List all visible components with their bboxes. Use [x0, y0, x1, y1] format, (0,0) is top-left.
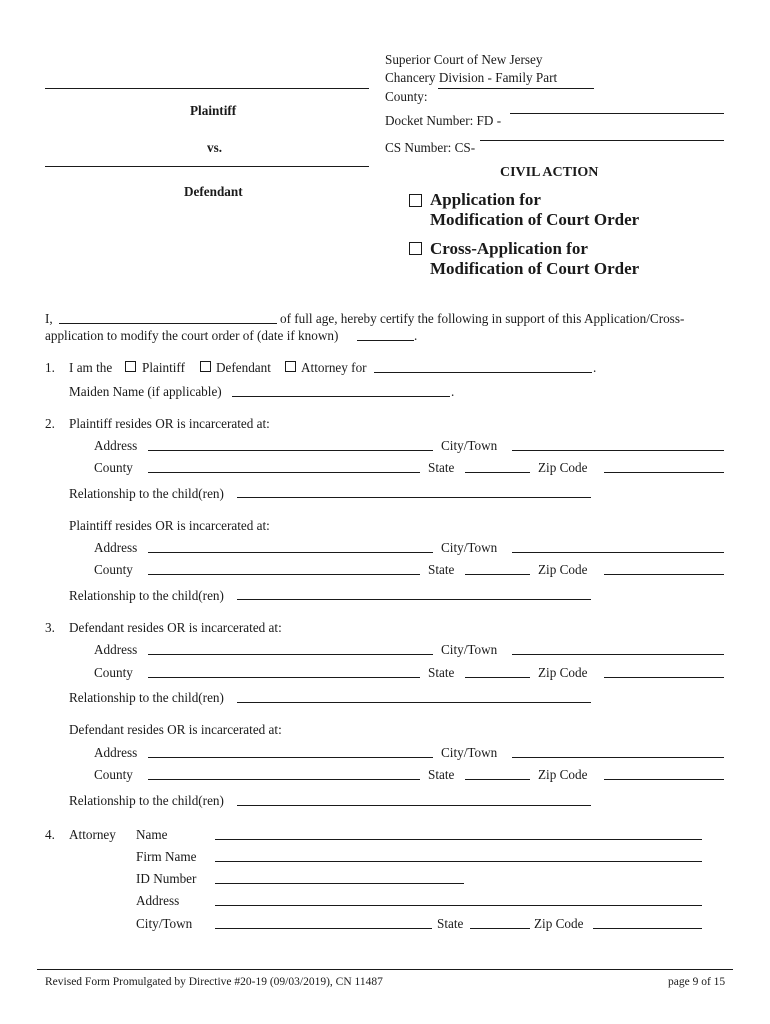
- item-3-number: 3.: [45, 620, 55, 635]
- court-division: Chancery Division - Family Part: [385, 70, 558, 85]
- relationship-label: Relationship to the child(ren): [69, 588, 224, 603]
- state-label: State: [428, 562, 455, 577]
- attorney-zip-field[interactable]: [593, 928, 702, 929]
- footer-revision-note: Revised Form Promulgated by Directive #20-19 (09/03/2019), CN 11487: [45, 976, 383, 988]
- plaintiff-residence-heading-b: Plaintiff resides OR is incarcerated at:: [69, 518, 270, 533]
- application-title-line2: Modification of Court Order: [430, 210, 640, 229]
- address-label: Address: [94, 438, 138, 453]
- defendant-county-b-field[interactable]: [148, 779, 420, 780]
- attorney-name-field[interactable]: [215, 839, 702, 840]
- attorney-state-field[interactable]: [470, 928, 530, 929]
- docket-label: Docket Number: FD -: [385, 113, 502, 128]
- city-label: City/Town: [441, 745, 498, 760]
- county-label: County: [94, 665, 133, 680]
- defendant-address-a-field[interactable]: [148, 654, 433, 655]
- defendant-caption-label: Defendant: [184, 184, 243, 199]
- state-label: State: [428, 460, 455, 475]
- defendant-state-a-field[interactable]: [465, 677, 530, 678]
- firm-name-field[interactable]: [215, 861, 702, 862]
- application-title-line1: Application for: [430, 190, 541, 209]
- attorney-city-field[interactable]: [215, 928, 432, 929]
- attorney-id-field[interactable]: [215, 883, 464, 884]
- address-label: Address: [94, 745, 138, 760]
- county-label: County: [94, 562, 133, 577]
- attorney-name-label: Name: [136, 827, 168, 842]
- defendant-address-b-field[interactable]: [148, 757, 433, 758]
- order-date-field[interactable]: [357, 340, 414, 341]
- item-4-number: 4.: [45, 827, 55, 842]
- defendant-name-field[interactable]: [45, 166, 369, 167]
- application-checkbox[interactable]: [409, 194, 422, 207]
- defendant-relationship-b-field[interactable]: [237, 805, 591, 806]
- defendant-zip-a-field[interactable]: [604, 677, 724, 678]
- county-label: County: [94, 767, 133, 782]
- cs-number-field[interactable]: [480, 140, 724, 141]
- relationship-label: Relationship to the child(ren): [69, 486, 224, 501]
- attorney-zip-label: Zip Code: [534, 916, 584, 931]
- address-label: Address: [94, 642, 138, 657]
- city-label: City/Town: [441, 642, 498, 657]
- cross-application-title-line1: Cross-Application for: [430, 239, 588, 258]
- certification-i: I,: [45, 311, 53, 326]
- plaintiff-relationship-b-field[interactable]: [237, 599, 591, 600]
- item-1-number: 1.: [45, 360, 55, 375]
- defendant-residence-heading-a: Defendant resides OR is incarcerated at:: [69, 620, 282, 635]
- state-label: State: [428, 767, 455, 782]
- certification-text-1: of full age, hereby certify the following in support of this Application/Cross-: [280, 311, 685, 326]
- city-label: City/Town: [441, 438, 498, 453]
- defendant-relationship-a-field[interactable]: [237, 702, 591, 703]
- attorney-label: Attorney: [69, 827, 116, 842]
- attorney-city-label: City/Town: [136, 916, 193, 931]
- plaintiff-name-field[interactable]: [45, 88, 369, 89]
- i-am-the-label: I am the: [69, 360, 113, 375]
- plaintiff-zip-b-field[interactable]: [604, 574, 724, 575]
- item-1-period: .: [593, 360, 597, 375]
- zip-label: Zip Code: [538, 562, 588, 577]
- city-label: City/Town: [441, 540, 498, 555]
- zip-label: Zip Code: [538, 665, 588, 680]
- state-label: State: [428, 665, 455, 680]
- attorney-for-field[interactable]: [374, 372, 592, 373]
- defendant-zip-b-field[interactable]: [604, 779, 724, 780]
- attorney-for-label: Attorney for: [301, 360, 367, 375]
- county-field[interactable]: [438, 88, 594, 89]
- docket-number-field[interactable]: [510, 113, 724, 114]
- plaintiff-role-checkbox[interactable]: [125, 361, 136, 372]
- relationship-label: Relationship to the child(ren): [69, 793, 224, 808]
- id-number-label: ID Number: [136, 871, 197, 886]
- maiden-name-period: .: [451, 384, 455, 399]
- footer-divider: [37, 969, 733, 970]
- defendant-county-a-field[interactable]: [148, 677, 420, 678]
- item-2-number: 2.: [45, 416, 55, 431]
- maiden-name-field[interactable]: [232, 396, 450, 397]
- defendant-city-b-field[interactable]: [512, 757, 724, 758]
- plaintiff-role-label: Plaintiff: [142, 360, 185, 375]
- cross-application-title-line2: Modification of Court Order: [430, 259, 640, 278]
- plaintiff-state-b-field[interactable]: [465, 574, 530, 575]
- county-label: County: [94, 460, 133, 475]
- certification-text-2: application to modify the court order of (date if known): [45, 328, 339, 343]
- cs-label: CS Number: CS-: [385, 140, 476, 155]
- plaintiff-state-a-field[interactable]: [465, 472, 530, 473]
- plaintiff-caption-label: Plaintiff: [190, 103, 237, 118]
- plaintiff-city-a-field[interactable]: [512, 450, 724, 451]
- defendant-residence-heading-b: Defendant resides OR is incarcerated at:: [69, 722, 282, 737]
- plaintiff-address-a-field[interactable]: [148, 450, 433, 451]
- defendant-role-label: Defendant: [216, 360, 271, 375]
- defendant-city-a-field[interactable]: [512, 654, 724, 655]
- zip-label: Zip Code: [538, 460, 588, 475]
- firm-name-label: Firm Name: [136, 849, 197, 864]
- civil-action-heading: CIVIL ACTION: [500, 165, 599, 180]
- relationship-label: Relationship to the child(ren): [69, 690, 224, 705]
- plaintiff-relationship-a-field[interactable]: [237, 497, 591, 498]
- plaintiff-residence-heading-a: Plaintiff resides OR is incarcerated at:: [69, 416, 270, 431]
- attorney-state-label: State: [437, 916, 464, 931]
- attorney-address-field[interactable]: [215, 905, 702, 906]
- certifier-name-field[interactable]: [59, 323, 277, 324]
- plaintiff-county-a-field[interactable]: [148, 472, 420, 473]
- address-label: Address: [94, 540, 138, 555]
- cross-application-checkbox[interactable]: [409, 242, 422, 255]
- vs-label: vs.: [207, 140, 223, 155]
- plaintiff-address-b-field[interactable]: [148, 552, 433, 553]
- plaintiff-city-b-field[interactable]: [512, 552, 724, 553]
- attorney-address-label: Address: [136, 893, 180, 908]
- plaintiff-zip-a-field[interactable]: [604, 472, 724, 473]
- court-name: Superior Court of New Jersey: [385, 52, 543, 67]
- page-number: page 9 of 15: [668, 976, 726, 988]
- zip-label: Zip Code: [538, 767, 588, 782]
- plaintiff-county-b-field[interactable]: [148, 574, 420, 575]
- defendant-role-checkbox[interactable]: [200, 361, 211, 372]
- maiden-name-label: Maiden Name (if applicable): [69, 384, 222, 399]
- defendant-state-b-field[interactable]: [465, 779, 530, 780]
- county-label: County:: [385, 89, 428, 104]
- attorney-role-checkbox[interactable]: [285, 361, 296, 372]
- certification-period: .: [414, 328, 418, 343]
